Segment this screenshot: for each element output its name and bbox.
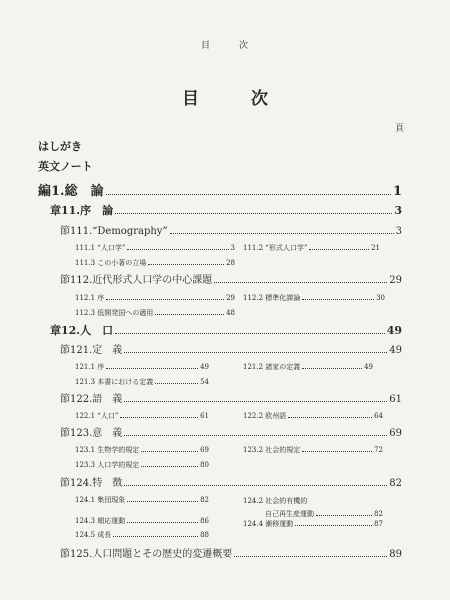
toc-section-121: 節121.定 義 49 xyxy=(60,345,402,356)
toc-chapter-11: 章11.序 論 3 xyxy=(50,204,402,217)
toc-item-124-5: 124.5 成長 88 xyxy=(75,531,209,539)
toc-item-112-2: 112.2 標準化課論 30 xyxy=(243,294,385,302)
running-head: 目 次 xyxy=(200,41,250,51)
toc-item-112-1: 112.1 序 29 xyxy=(75,294,235,302)
toc-chapter-12: 章12.人 口 49 xyxy=(50,324,402,337)
toc-item-124-2: 124.2 社会的有機的 xyxy=(243,497,308,505)
toc-section-111: 節111.“Demography” 3 xyxy=(60,226,402,237)
toc-item-111-3: 111.3 この小著の立場 28 xyxy=(75,259,235,267)
toc-item-123-2: 123.2 社会的規定 72 xyxy=(243,446,383,454)
toc-item-122-1: 122.1 “人口” 61 xyxy=(75,412,209,420)
toc-part-1: 編1.総 論 1 xyxy=(38,184,402,199)
toc-section-122: 節122.語 義 61 xyxy=(60,394,402,405)
toc-item-121-1: 121.1 序 49 xyxy=(75,363,209,371)
toc-section-112: 節112.近代形式人口学の中心課題 29 xyxy=(60,275,402,286)
toc-front-preface: はしがき xyxy=(38,140,82,153)
toc-item-123-3: 123.3 人口学的規定 80 xyxy=(75,461,209,469)
toc-item-124-4: 124.4 漸移運動 87 xyxy=(243,520,383,528)
toc-section-123: 節123.意 義 69 xyxy=(60,428,402,439)
toc-section-125: 節125.人口問題とその歴史的変遷概要 89 xyxy=(60,549,402,560)
toc-item-121-3: 121.3 本書における定義 54 xyxy=(75,378,209,386)
page-column-label: 頁 xyxy=(395,124,405,134)
toc-item-123-1: 123.1 生物学的規定 69 xyxy=(75,446,209,454)
toc-item-121-2: 121.2 諸家の定義 49 xyxy=(243,363,373,371)
page-title: 目 次 xyxy=(182,89,268,109)
toc-section-124: 節124.特 徴 82 xyxy=(60,478,402,489)
toc-item-124-1: 124.1 集団現象 82 xyxy=(75,496,209,504)
toc-item-111-1: 111.1 “人口学” 3 xyxy=(75,244,235,252)
toc-item-124-3: 124.3 順応運動 86 xyxy=(75,517,209,525)
toc-item-112-3: 112.3 低開発国への適用 48 xyxy=(75,309,235,317)
toc-item-122-2: 122.2 欧州語 64 xyxy=(243,412,383,420)
toc-front-english-notes: 英文ノート xyxy=(38,160,93,173)
toc-item-124-2-cont: 自己再生産運動 82 xyxy=(265,510,383,518)
toc-item-111-2: 111.2 “形式人口学” 21 xyxy=(243,244,380,252)
